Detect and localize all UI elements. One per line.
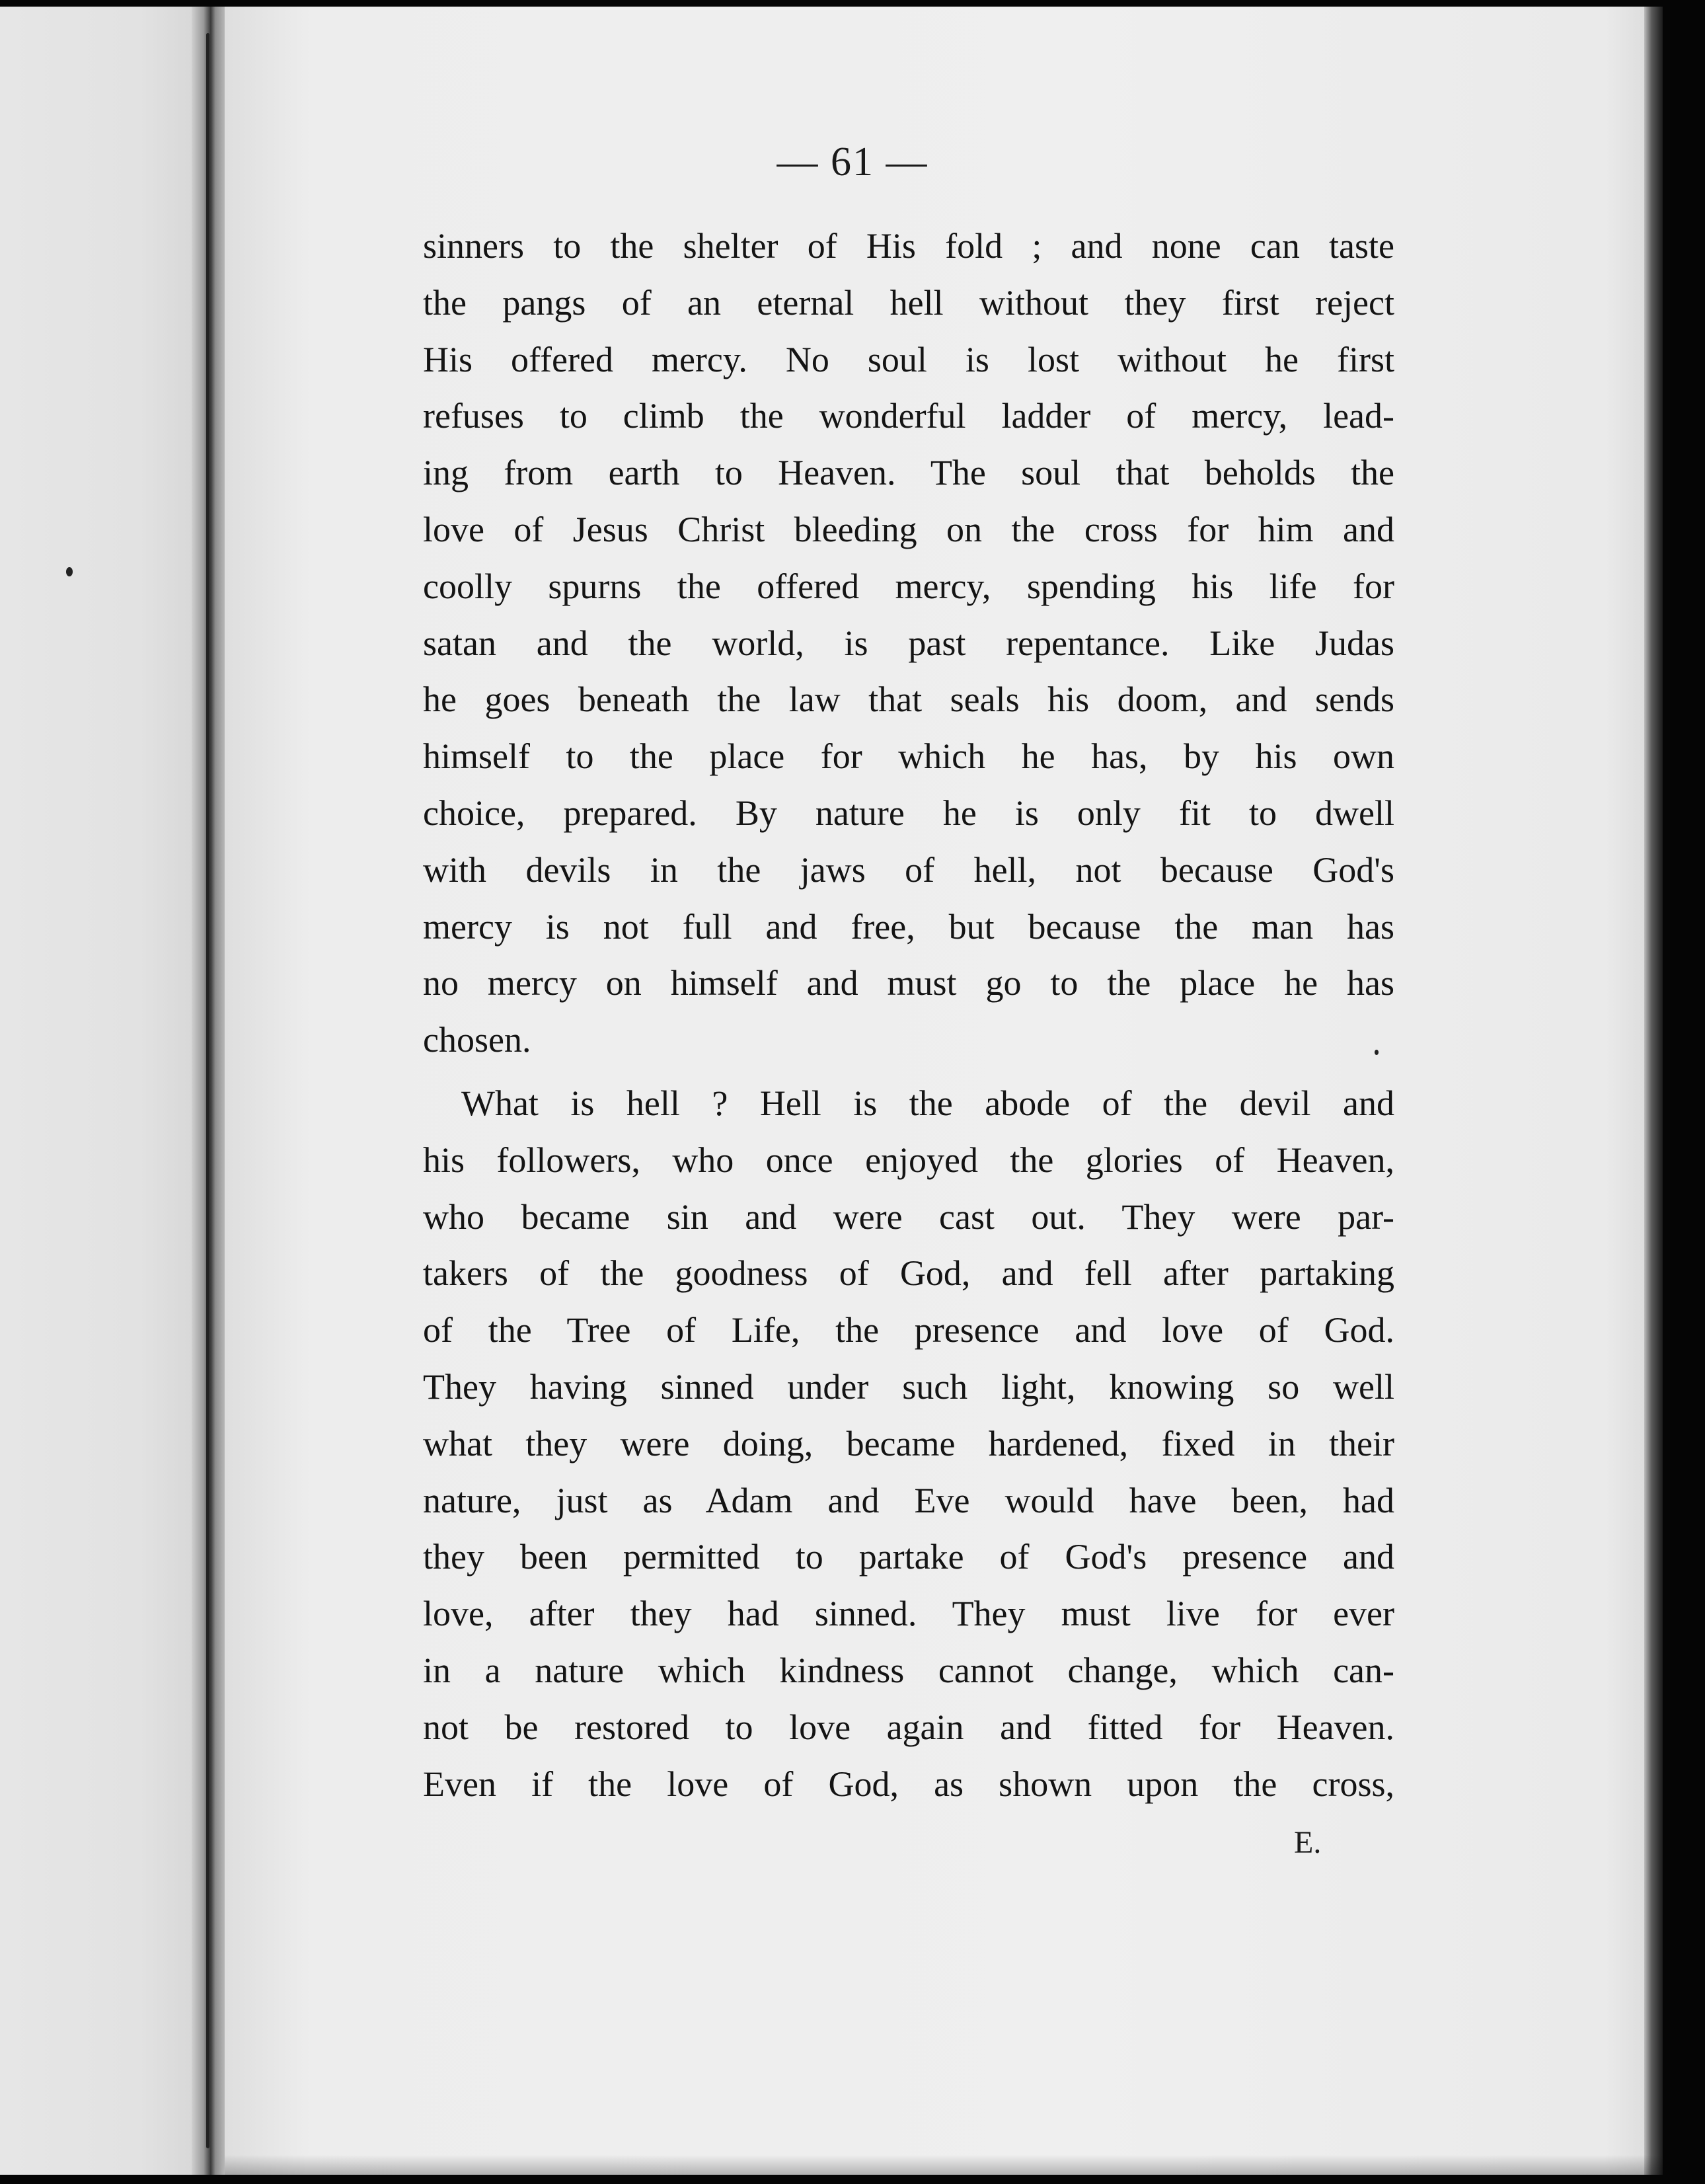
text-line: takers of the goodness of God, and fell after partaking: [423, 1253, 1394, 1294]
body-text: [423, 218, 1394, 1813]
text-line: What is hell ? Hell is the abode of the devil and: [461, 1083, 1394, 1123]
text-line: no mercy on himself and must go to the place he has: [423, 963, 1394, 1003]
gutter-shadow-line: [206, 33, 209, 2148]
text-line: chosen.: [423, 1020, 531, 1060]
text-line: of the Tree of Life, the presence and love of God.: [423, 1310, 1394, 1350]
text-line: himself to the place for which he has, by his own: [423, 736, 1394, 777]
text-line: his followers, who once enjoyed the glories of Heaven,: [423, 1140, 1394, 1180]
text-line: His offered mercy. No soul is lost without he first: [423, 339, 1394, 379]
text-line: they been permitted to partake of God's presence and: [423, 1537, 1394, 1577]
text-line: not be restored to love again and fitted for Heaven.: [423, 1707, 1394, 1747]
page-number: — 61 —: [777, 139, 928, 184]
text-line: with devils in the jaws of hell, not because God's: [423, 849, 1394, 890]
text-line: refuses to climb the wonderful ladder of mercy, lead-: [423, 396, 1394, 436]
signature-mark: E.: [1294, 1825, 1322, 1860]
text-line: what they were doing, became hardened, fixed in their: [423, 1423, 1394, 1463]
text-line: love, after they had sinned. They must live for ever: [423, 1594, 1394, 1634]
text-line: Even if the love of God, as shown upon the cross,: [423, 1764, 1394, 1804]
page-bottom-shadow: [225, 2155, 1663, 2175]
text-line: who became sin and were cast out. They were par-: [423, 1196, 1394, 1237]
right-page-edge: [1644, 7, 1663, 2175]
text-line: he goes beneath the law that seals his doom, and sends: [423, 680, 1394, 720]
text-line: satan and the world, is past repentance. Like Judas: [423, 623, 1394, 663]
text-line: love of Jesus Christ bleeding on the cross for him and: [423, 509, 1394, 549]
text-line: They having sinned under such light, knowing so well: [423, 1366, 1394, 1407]
text-line: nature, just as Adam and Eve would have been, had: [423, 1480, 1394, 1520]
paragraph-2: [423, 1075, 1394, 1813]
text-line: ing from earth to Heaven. The soul that beholds the: [423, 453, 1394, 493]
text-line: mercy is not full and free, but because the man has: [423, 906, 1394, 947]
text-line: choice, prepared. By nature he is only fit to dwell: [423, 793, 1394, 833]
text-line: in a nature which kindness cannot change, which can-: [423, 1650, 1394, 1690]
text-line: the pangs of an eternal hell without they first reject: [423, 282, 1394, 323]
paragraph-gap: [423, 1069, 1394, 1075]
text-line: sinners to the shelter of His fold ; and none can taste: [423, 226, 1394, 266]
text-line: coolly spurns the offered mercy, spending his life for: [423, 566, 1394, 606]
ink-speck: [66, 567, 73, 576]
left-page-edge: [0, 7, 198, 2175]
paragraph-1: [423, 218, 1394, 1069]
